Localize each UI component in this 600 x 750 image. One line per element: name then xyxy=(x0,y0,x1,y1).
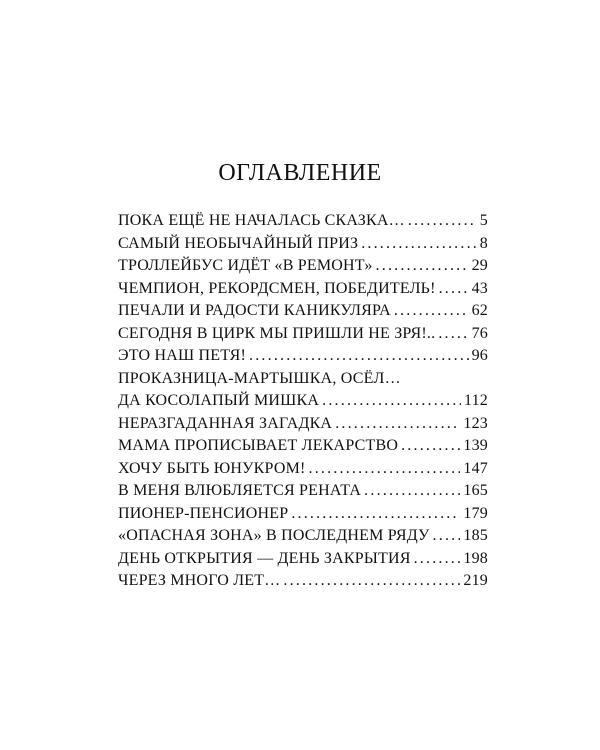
toc-entry xyxy=(118,255,488,278)
toc-entry xyxy=(118,503,488,526)
toc-entry xyxy=(118,368,488,413)
toc-entry-title: ЧЕРЕЗ МНОГО ЛЕТ… xyxy=(118,572,281,589)
toc-dot-leader xyxy=(291,503,460,526)
toc-entry xyxy=(118,458,488,481)
toc-entry-title: ТРОЛЛЕЙБУС ИДЁТ «В РЕМОНТ» xyxy=(118,257,373,274)
toc-page-number: 185 xyxy=(463,527,488,544)
toc-page-number: 112 xyxy=(463,392,488,409)
toc-page-number: 179 xyxy=(463,504,488,522)
toc-page-number: 147 xyxy=(463,459,488,477)
toc-entry-title: МАМА ПРОПИСЫВАЕТ ЛЕКАРСТВО xyxy=(118,437,399,454)
toc-dot-leader xyxy=(401,435,460,458)
toc-dot-leader xyxy=(414,548,461,571)
toc-entry-title: ЧЕМПИОН, РЕКОРДСМЕН, ПОБЕДИТЕЛЬ! xyxy=(118,279,436,297)
toc-dot-leader xyxy=(309,458,461,481)
toc-entry-title: ДА КОСОЛАПЫЙ МИШКА xyxy=(118,392,320,409)
toc-title: ОГЛАВЛЕНИЕ xyxy=(218,160,382,186)
toc-entry xyxy=(118,233,488,256)
toc-dot-leader xyxy=(376,255,469,278)
toc-dot-leader xyxy=(433,525,461,548)
toc-page-number: 5 xyxy=(479,212,488,229)
toc-entry-title: В МЕНЯ ВЛЮБЛЯЕТСЯ РЕНАТА xyxy=(118,482,362,499)
toc-entry xyxy=(118,480,488,503)
toc-entry xyxy=(118,278,488,301)
toc-page-number: 198 xyxy=(463,549,488,567)
toc-entry-title: САМЫЙ НЕОБЫЧАЙНЫЙ ПРИЗ xyxy=(118,234,359,252)
toc-page-number: 76 xyxy=(471,324,488,342)
toc-entry-title: ДЕНЬ ОТКРЫТИЯ — ДЕНЬ ЗАКРЫТИЯ xyxy=(118,549,411,567)
toc-page-number: 139 xyxy=(463,437,488,454)
toc-entry-title: ПЕЧАЛИ И РАДОСТИ КАНИКУЛЯРА xyxy=(118,302,391,319)
toc-dot-leader xyxy=(364,480,460,503)
toc-entry-title: ПИОНЕР-ПЕНСИОНЕР xyxy=(118,504,289,522)
toc-page-number: 165 xyxy=(463,482,488,499)
toc-dot-leader xyxy=(439,278,469,301)
toc-page-number: 43 xyxy=(471,279,488,297)
toc-page-number: 123 xyxy=(463,414,488,432)
toc-entry xyxy=(118,548,488,571)
toc-dot-leader xyxy=(394,300,469,323)
toc-entry-title: СЕГОДНЯ В ЦИРК МЫ ПРИШЛИ НЕ ЗРЯ!.. xyxy=(118,324,436,342)
toc-entry-title: ХОЧУ БЫТЬ ЮНУКРОМ! xyxy=(118,459,306,477)
toc-dot-leader xyxy=(438,323,468,346)
toc-page-number: 29 xyxy=(471,257,488,274)
toc-dot-leader xyxy=(408,210,477,233)
toc-entry xyxy=(118,300,488,323)
toc-dot-leader xyxy=(249,345,469,368)
toc-dot-leader xyxy=(361,233,477,256)
toc-entry-title: «ОПАСНАЯ ЗОНА» В ПОСЛЕДНЕМ РЯДУ xyxy=(118,527,430,544)
toc-page-number: 8 xyxy=(479,234,488,252)
toc-entry xyxy=(118,323,488,346)
toc-page-number: 219 xyxy=(463,572,488,589)
toc-entry-title-line1: ПРОКАЗНИЦА-МАРТЫШКА, ОСЁЛ… xyxy=(118,369,401,387)
toc-page-number: 62 xyxy=(471,302,488,319)
toc-entry xyxy=(118,435,488,458)
toc-entry xyxy=(118,570,488,593)
toc-entry xyxy=(118,413,488,436)
toc-dot-leader xyxy=(322,390,461,413)
toc-page-number: 96 xyxy=(471,347,488,364)
toc-entry xyxy=(118,345,488,368)
toc-dot-leader xyxy=(283,570,460,593)
toc-entry xyxy=(118,525,488,548)
toc-entry xyxy=(118,210,488,233)
toc-entry-title: ЭТО НАШ ПЕТЯ! xyxy=(118,347,247,364)
toc-list xyxy=(118,210,488,593)
toc-dot-leader xyxy=(335,413,460,436)
toc-entry-title: НЕРАЗГАДАННАЯ ЗАГАДКА xyxy=(118,414,333,432)
toc-entry-title: ПОКА ЕЩЁ НЕ НАЧАЛАСЬ СКАЗКА… xyxy=(118,212,405,229)
